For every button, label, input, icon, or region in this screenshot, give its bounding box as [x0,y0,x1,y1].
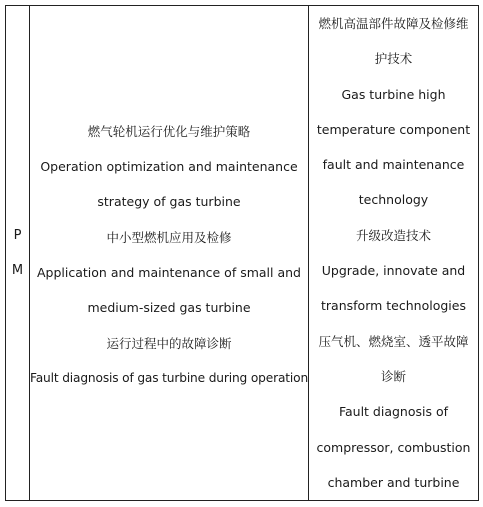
special-topic-line: Gas turbine high [341,86,446,102]
topic-line: Fault diagnosis of gas turbine during operation [29,370,309,385]
special-topics-cell [309,6,479,501]
topic-line: strategy of gas turbine [97,194,241,210]
table-row [6,6,479,501]
topics-cell [30,6,309,501]
special-topic-line: 燃机高温部件故障及检修维 [318,16,469,31]
topic-line: 中小型燃机应用及检修 [106,229,232,245]
special-topic-line: Fault diagnosis of [338,404,449,420]
special-topic-line: Upgrade, innovate and [321,263,466,279]
special-topic-line: transform technologies [321,298,466,314]
special-topic-line: 升级改造技术 [355,227,431,243]
special-topic-line: technology [358,192,429,208]
special-topic-line: 压气机、燃烧室、透平故障 [318,333,469,349]
session-label-p: P [13,228,22,244]
session-label-m: M [11,263,24,279]
special-topic-line: temperature component [316,121,471,137]
topics-list [30,110,308,396]
special-topics-list [309,6,478,500]
special-topic-line: chamber and turbine [327,474,460,490]
topic-line: 运行过程中的故障诊断 [106,335,232,351]
topic-line: Application and maintenance of small and [37,265,301,281]
topic-line: medium-sized gas turbine [87,300,251,316]
topic-line: Operation optimization and maintenance [40,159,298,175]
special-topic-line: 护技术 [374,51,413,67]
topic-line: 燃气轮机运行优化与维护策略 [87,123,251,139]
special-topic-line: fault and maintenance [322,157,465,173]
special-topic-line: 诊断 [380,368,406,384]
session-topics-table [5,5,479,501]
session-label-cell [6,6,30,501]
special-topic-line: compressor, combustion [316,439,471,455]
